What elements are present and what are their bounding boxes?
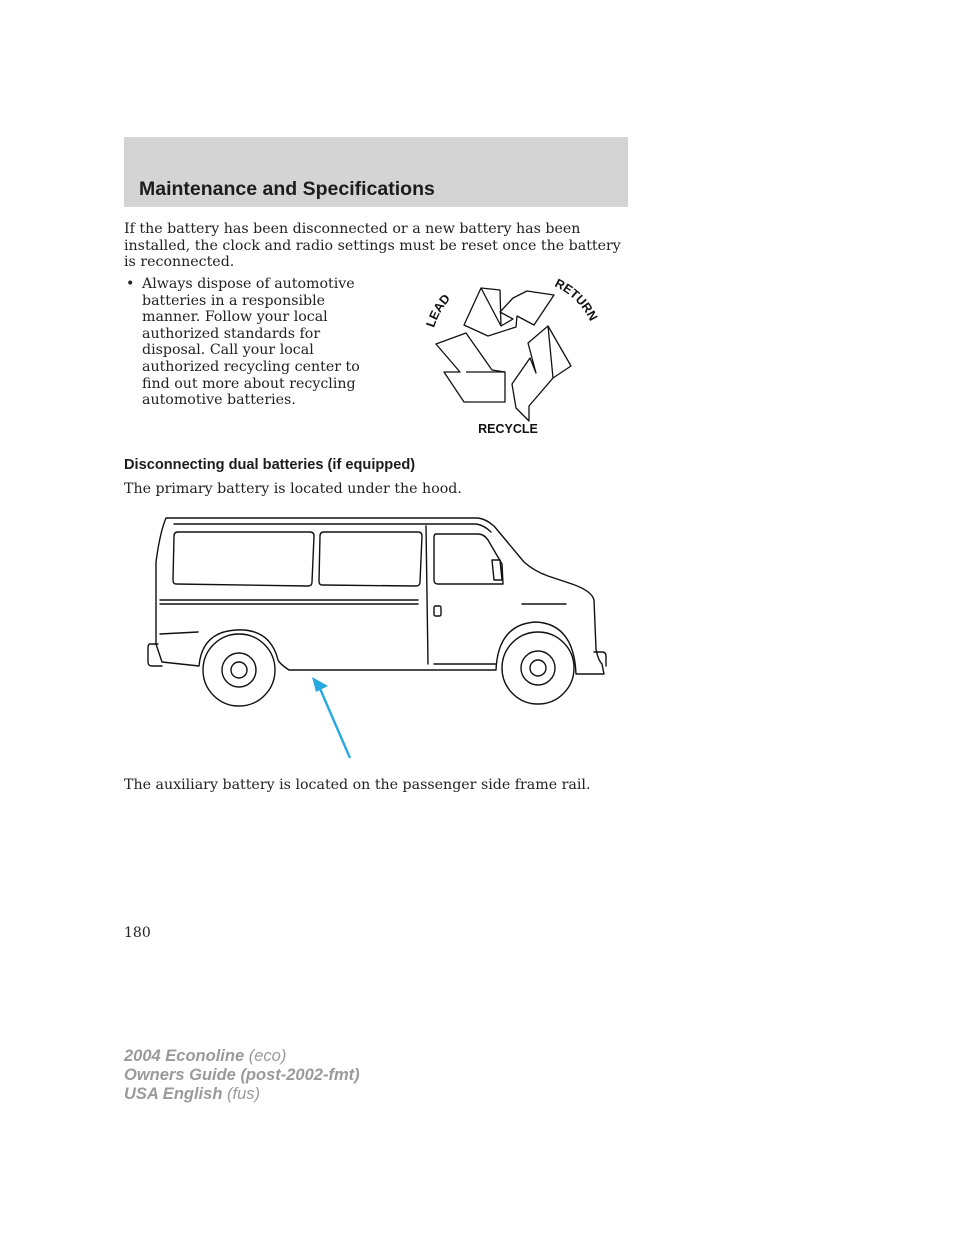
recycle-label-lead: LEAD bbox=[423, 291, 453, 329]
footer-line-2: Owners Guide (post-2002-fmt) bbox=[124, 1066, 360, 1084]
van-window-middle bbox=[319, 532, 422, 586]
subsection-heading: Disconnecting dual batteries (if equipped) bbox=[124, 457, 416, 473]
page-number: 180 bbox=[124, 925, 151, 941]
location-arrow-icon bbox=[312, 677, 350, 758]
bullet-marker: • bbox=[126, 276, 135, 292]
van-side-view-illustration bbox=[146, 514, 608, 762]
section-title: Maintenance and Specifications bbox=[139, 178, 435, 200]
auxiliary-battery-text: The auxiliary battery is located on the passenger side frame rail. bbox=[124, 777, 591, 793]
recycle-arrow-top bbox=[464, 288, 554, 336]
recycle-symbol-icon bbox=[418, 278, 604, 440]
footer-line-1: 2004 Econoline (eco) bbox=[124, 1047, 287, 1065]
intro-paragraph: If the battery has been disconnected or a new battery has been installed, the clock and radio settings must be reset once the battery is reconnected. bbox=[124, 221, 621, 271]
recycle-label-recycle: RECYCLE bbox=[478, 422, 538, 436]
recycle-arrow-left bbox=[436, 333, 505, 402]
recycle-arrow-right bbox=[512, 326, 571, 421]
recycle-label-return: RETURN bbox=[552, 278, 601, 324]
van-wheel-front bbox=[502, 632, 574, 704]
primary-battery-text: The primary battery is located under the hood. bbox=[124, 481, 462, 497]
van-wheel-rear bbox=[203, 634, 275, 706]
section-header-band bbox=[124, 137, 628, 207]
bullet-text: Always dispose of automotive batteries in a responsible manner. Follow your local authorized standards for disposal. Call your local authorized recycling center to find out more about recycling automotive batteries. bbox=[142, 276, 360, 409]
footer-line-3: USA English (fus) bbox=[124, 1085, 260, 1103]
van-window-front bbox=[434, 534, 503, 584]
van-window-rear bbox=[173, 532, 314, 586]
bullet-item bbox=[124, 276, 384, 409]
document-footer bbox=[124, 1047, 360, 1104]
